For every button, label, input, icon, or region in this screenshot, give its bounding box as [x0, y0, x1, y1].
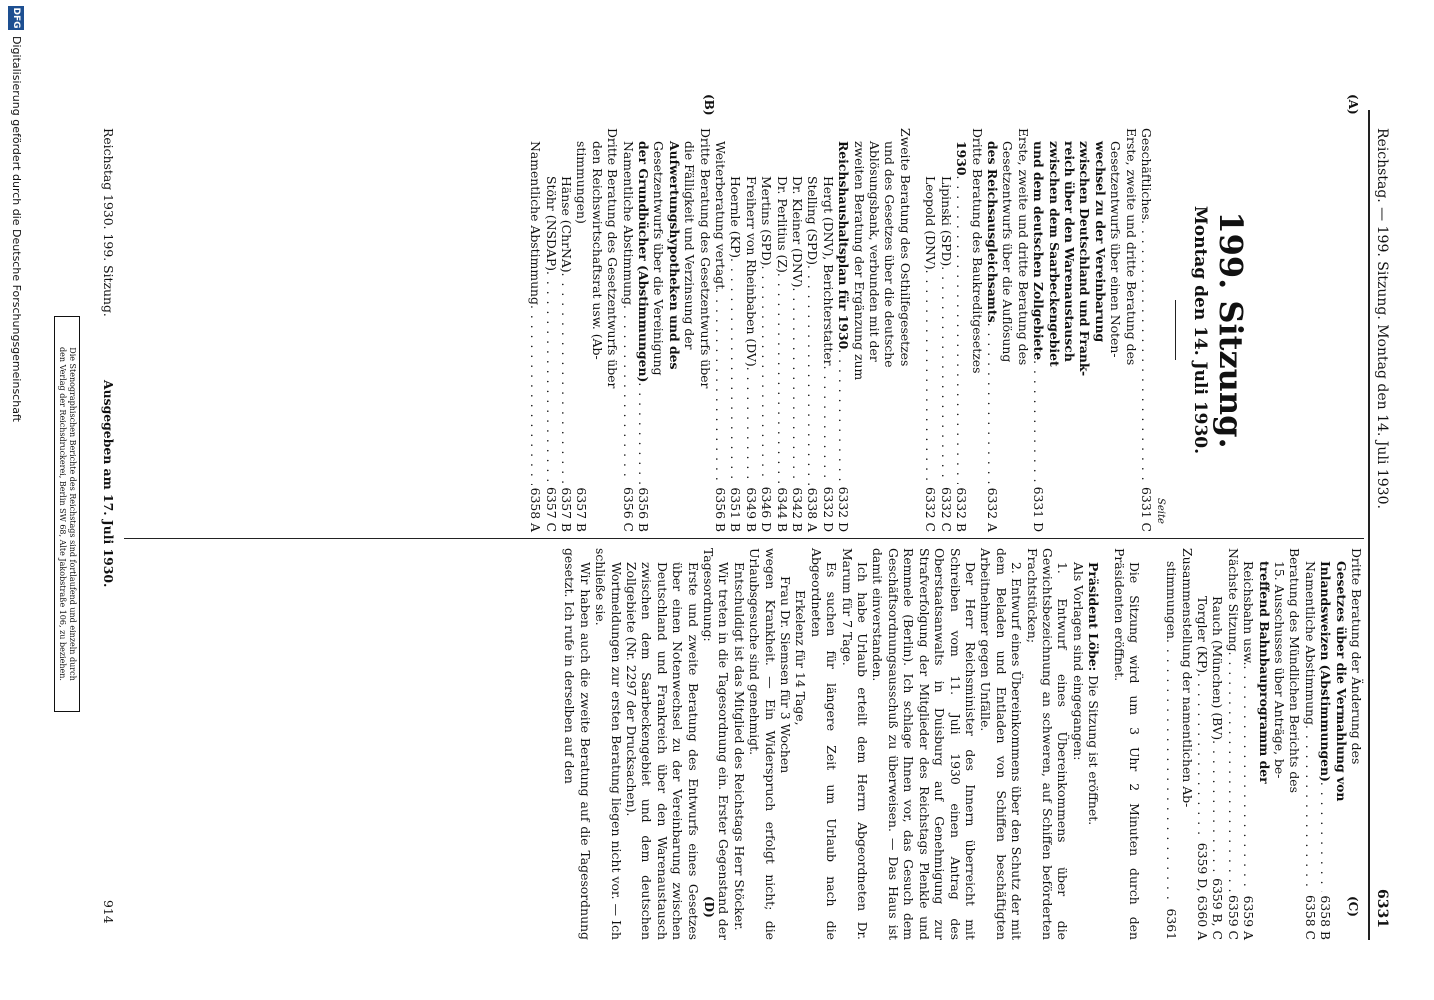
toc-entry	[728, 128, 743, 532]
toc-line: zweiten Beratung der Ergänzung zum	[851, 141, 867, 381]
toc-entry-page: 6346 D	[759, 486, 775, 532]
toc-line: reich über den Warenaustausch	[1061, 141, 1077, 362]
toc-entry-page: 6356 C	[620, 487, 636, 532]
toc-entry-title: Namentliche Abstimmung	[528, 141, 544, 305]
toc-entry-page: 6332 C	[923, 487, 939, 532]
toc-entry-page: 6357 B	[558, 487, 574, 532]
toc-leader-dots	[836, 349, 851, 483]
minister-letter: Der Herr Reichsminister des Innern überreicht mit Schreiben vom 11. Juli 1930 einen Antrag des Oberstaatsanwalts in Duisburg auf Genehmigung zur Strafverfolgung der Mitglieder des Reichstags Plenkle und Remmele (Berlin). Ich schlage Ihnen vor, das Gesuch dem Geschäftsordnungsausschuß zu überweisen. — Das Haus ist damit einverstanden.	[870, 548, 978, 940]
toc-line: treffend Bahnbauprogramm der	[1256, 561, 1272, 784]
toc-entry	[1195, 548, 1210, 940]
toc-entry-title: Rauch (München) (BV)	[1210, 596, 1226, 741]
header-title: Reichstag. — 199. Sitzung. Montag den 14. Juli 1930.	[1374, 128, 1390, 509]
toc-entry-page: 6338 A	[805, 487, 821, 532]
toc-leader-dots	[938, 266, 953, 484]
toc-line: Gesetzentwurfs über die Vereinigung	[651, 141, 667, 376]
toc-spacer	[913, 128, 923, 532]
leave-granted: Ich habe Urlaub erteilt dem Herrn Abgeordneten Dr. Marum für 7 Tage.	[839, 548, 871, 940]
first-reading-note: Wortmeldungen zur ersten Beratung liegen nicht vor. — Ich schließe sie.	[593, 548, 624, 940]
toc-entry-page: 6331 C	[1139, 487, 1154, 532]
toc-leader-dots	[636, 382, 651, 484]
toc-entry	[743, 128, 758, 532]
agenda-intro: Wir treten in die Tagesordnung ein. Erster Gegenstand der Tagesordnung:	[701, 548, 732, 940]
toc-leader-dots	[1318, 782, 1333, 893]
margin-mark-c: (C)	[1346, 896, 1360, 917]
toc-entry	[1318, 548, 1333, 940]
toc-entry	[923, 128, 938, 532]
toc-leader-dots	[728, 258, 743, 484]
toc-leader-dots	[1225, 652, 1240, 892]
toc-entry	[620, 128, 635, 532]
toc-entry-page: 6358 A	[528, 487, 544, 532]
page-title: 199. Sitzung.	[1212, 211, 1250, 449]
toc-entry-title: stimmungen)	[574, 141, 590, 224]
toc-leader-dots	[1139, 220, 1154, 484]
toc-entry	[774, 128, 789, 532]
toc-leader-dots	[759, 266, 774, 484]
toc-entry-title: des Reichsausgleichsamts	[984, 141, 1000, 323]
toc-entry-page: 6332 B	[954, 487, 970, 532]
toc-leader-dots	[805, 265, 820, 485]
second-reading-note: Wir haben auch die zweite Beratung auf die Tagesordnung gesetzt. Ich rufe in derselben auf den	[562, 548, 593, 940]
submission-1: 1. Entwurf eines Übereinkommens über die Gewichtsbezeichnung an schweren, auf Schiffen beförderten Frachtstücken;	[1024, 548, 1071, 940]
toc-entry	[805, 128, 820, 532]
toc-line: Dritte Beratung des Gesetzentwurfs über	[605, 128, 621, 389]
toc-line: 15. Ausschusses über Anträge, be-	[1271, 561, 1287, 779]
toc-line: Zusammenstellung der namentlichen Ab-	[1179, 548, 1195, 808]
toc-leader-dots	[985, 323, 1000, 485]
toc-line: Dritte Beratung des Baukreditgesetzes	[969, 128, 985, 374]
toc-entry-title: Mertins (SPD)	[759, 176, 775, 266]
toc-line: und des Gesetzes über die deutsche	[882, 141, 898, 368]
publisher-stamp	[54, 316, 80, 712]
toc-entry-page: 6358 B	[1318, 895, 1334, 940]
toc-entry-page: 6358 C	[1302, 895, 1318, 940]
toc-line: Gesetzentwurfs über einen Noten-	[1108, 141, 1124, 358]
toc-entry	[1241, 548, 1256, 940]
toc-line: die Fälligkeit und Verzinsung der	[682, 141, 698, 350]
toc-leader-dots	[713, 289, 728, 484]
leave-approved: wegen Krankheit. — Ein Widerspruch erfolgt nicht; die Urlaubsgesuche sind genehmigt.	[747, 548, 778, 940]
agenda-item-1: Erste und zweite Beratung des Entwurfs eines Gesetzes über einen Notenwechsel zu der Vereinbarung zwischen Deutschland und Frankreich über den Warenaustausch zwischen dem Saarbeckengebiet und dem deutschen Zollgebiete (Nr. 2297 der Drucksachen).	[624, 562, 701, 940]
toc-entry-title: Inlandsweizen (Abstimmungen)	[1318, 561, 1334, 782]
table-of-contents-right	[1164, 548, 1364, 940]
toc-line: Dritte Beratung der Änderung des	[1349, 548, 1364, 765]
toc-line: Zweite Beratung des Osthilfegesetzes	[897, 128, 913, 367]
dfg-logo-icon: DFG	[8, 6, 24, 30]
toc-entry-title: Reichshaushaltsplan für 1930	[836, 141, 852, 350]
toc-line: den Reichswirtschaftsrat usw. (Ab-	[589, 141, 605, 360]
column-divider	[124, 538, 1364, 539]
session-date: Montag den 14. Juli 1930.	[1190, 205, 1210, 455]
toc-entry-page: 6357 C	[543, 487, 559, 532]
toc-leader-dots	[528, 305, 543, 485]
toc-leader-dots	[1031, 360, 1046, 483]
digitization-credit	[4, 0, 26, 1000]
toc-entry	[954, 128, 969, 532]
toc-entry	[759, 128, 774, 532]
toc-entry-title: Dr. Perlitius (Z)	[774, 176, 790, 273]
toc-entry-title: Weiterberatung vertagt	[713, 141, 729, 290]
toc-entry-title: Stelling (SPD)	[805, 176, 821, 265]
toc-line: Aufwertungshypotheken und des	[666, 141, 682, 370]
digitization-credit-text: Digitalisierung gefördert durch die Deutsche Forschungsgemeinschaft	[10, 36, 23, 422]
title-rule	[1175, 300, 1176, 360]
toc-entry	[1164, 548, 1179, 940]
toc-entry	[985, 128, 1000, 532]
toc-entry-title: Nächste Sitzung	[1225, 548, 1241, 652]
toc-entry-page: 6332 D	[836, 486, 852, 532]
margin-mark-d: (D)	[702, 896, 716, 918]
toc-entry-page: 6356 B	[636, 487, 651, 532]
stamp-line-1: Die Stenographischen Berichte des Reichstags sind fortlaufend und einzeln durch	[68, 347, 77, 681]
toc-entry-title: 1930	[954, 141, 970, 176]
toc-entry-title: Hoernle (KP)	[728, 176, 744, 258]
toc-entry-page: 6344 B	[774, 487, 790, 532]
toc-entry	[1139, 128, 1154, 532]
toc-entry-page: 6332 D	[820, 486, 836, 532]
toc-entry-page: 6359 A	[1241, 895, 1257, 940]
toc-entry-title: Namentliche Abstimmung	[1302, 561, 1318, 725]
toc-entry	[1031, 128, 1046, 532]
toc-entry	[574, 128, 589, 532]
toc-line: wechsel zu der Vereinbarung	[1092, 141, 1108, 343]
toc-leader-dots	[620, 305, 635, 484]
footer-sheet-number: 914	[101, 900, 116, 924]
toc-leader-dots	[954, 176, 969, 485]
toc-entry-title: Lipinski (SPD)	[938, 176, 954, 267]
toc-entry	[820, 128, 835, 532]
toc-entry	[713, 128, 728, 532]
toc-line: Gesetzes über die Vermahlung von	[1333, 561, 1349, 802]
toc-leader-dots	[774, 273, 789, 485]
margin-mark-a: (A)	[1346, 94, 1360, 115]
toc-leader-dots	[743, 367, 758, 485]
toc-entry-page: 6351 B	[728, 487, 744, 532]
table-of-contents-left	[528, 128, 1154, 532]
header-page-number: 6331	[1374, 889, 1390, 928]
toc-entry-title: und dem deutschen Zollgebiete	[1031, 141, 1047, 361]
margin-mark-b: (B)	[702, 94, 716, 116]
toc-entry-title: Dr. Kleiner (DNV)	[790, 176, 806, 288]
toc-entry	[559, 128, 574, 532]
leave-request-2: Frau Dr. Siemsen für 3 Wochen	[778, 576, 794, 774]
toc-leader-dots	[1241, 666, 1256, 893]
toc-entry-title: Stöhr (NSDAP)	[543, 176, 559, 271]
toc-entry	[790, 128, 805, 532]
toc-entry	[636, 128, 651, 532]
toc-entry-title: stimmungen	[1164, 561, 1180, 640]
opening-note: Die Sitzung wird um 3 Uhr 2 Minuten durch den Präsidenten eröffnet.	[1111, 548, 1142, 940]
toc-line: Ablösungsbank, verbunden mit der	[867, 141, 883, 362]
toc-entry-title: Hergt (DNV), Berichterstatter	[820, 176, 836, 366]
toc-entry-page: 6359 C	[1225, 895, 1241, 940]
toc-entry-page: 6342 B	[790, 487, 806, 532]
toc-entry-page: 6359 D, 6360 A	[1194, 842, 1210, 940]
toc-line: Beratung des Mündlichen Berichts des	[1287, 548, 1303, 793]
toc-leader-dots	[559, 273, 574, 485]
toc-entry	[938, 128, 953, 532]
toc-leader-dots	[543, 271, 558, 484]
speaker-name: Präsident Löbe:	[1086, 562, 1102, 672]
toc-entry	[1210, 548, 1225, 940]
toc-entry-page: 6349 B	[743, 487, 759, 532]
toc-entry	[1302, 548, 1317, 940]
toc-entry	[1225, 548, 1240, 940]
toc-leader-dots	[1195, 673, 1210, 840]
toc-leader-dots	[1302, 725, 1317, 892]
toc-entry-title: Leopold (DNV)	[923, 176, 939, 270]
footer-volume: Reichstag 1930. 199. Sitzung.	[101, 128, 116, 317]
president-opening	[1086, 548, 1101, 940]
toc-entry-title: Torgler (KP)	[1194, 596, 1210, 674]
toc-leader-dots	[820, 366, 835, 484]
toc-line: zwischen dem Saarbeckengebiet	[1046, 141, 1062, 367]
toc-line: Gesetzentwurfs über die Auflösung	[1000, 141, 1016, 363]
toc-entry-title: der Grundbücher (Abstimmungen)	[636, 141, 651, 383]
toc-entry-title: Freiherr von Rheinbaben (DV)	[743, 176, 759, 367]
toc-entry	[836, 128, 851, 532]
toc-entry-title: Geschäftliches	[1139, 128, 1154, 220]
session-protocol	[562, 548, 1142, 940]
seite-label-left: Seite	[1155, 498, 1166, 524]
toc-entry-page: 6359 B, C	[1210, 878, 1226, 940]
toc-line: Erste, zweite und dritte Beratung des	[1123, 128, 1139, 366]
toc-leader-dots	[790, 287, 805, 484]
toc-entry-page: 6332 A	[984, 487, 1000, 532]
leave-requests: Es suchen für längere Zeit um Urlaub nach die Abgeordneten	[808, 548, 840, 940]
toc-leader-dots	[1210, 740, 1225, 875]
toc-line: Erste, zweite und dritte Beratung des	[1015, 128, 1031, 366]
toc-entry-title: Hänse (ChrNA)	[558, 176, 574, 273]
toc-entry	[543, 128, 558, 532]
toc-leader-dots	[574, 224, 589, 485]
toc-line: Dritte Beratung des Gesetzentwurfs über	[697, 128, 713, 389]
header-rule	[1369, 110, 1371, 940]
submissions-intro: Als Vorlagen sind eingegangen:	[1070, 562, 1086, 761]
toc-entry-page: 6332 C	[938, 487, 954, 532]
submission-2: 2. Entwurf eines Übereinkommens über den Schutz der mit dem Beladen und Entladen von Schiffen beschäftigten Arbeitnehmer gegen Unfälle.	[978, 548, 1025, 940]
speaker-text: Die Sitzung ist eröffnet.	[1086, 671, 1102, 826]
leave-request-1: Erkelenz für 14 Tage,	[793, 590, 809, 726]
toc-entry-page: 6331 D	[1031, 486, 1047, 532]
toc-entry-title: Namentliche Abstimmung	[620, 141, 636, 305]
excused-member: Entschuldigt ist das Mitglied des Reichstags Herr Stöcker.	[731, 562, 747, 931]
toc-entry-page: 6357 B	[574, 487, 590, 532]
toc-entry	[528, 128, 543, 532]
toc-leader-dots	[923, 270, 938, 484]
stamp-line-2: den Verlag der Reichsdruckerei, Berlin SW 68, Alte Jakobstraße 106, zu beziehen.	[58, 347, 67, 681]
toc-leader-dots	[1164, 639, 1179, 905]
toc-line: zwischen Deutschland und Frank-	[1077, 141, 1093, 377]
toc-entry-page: 6356 B	[713, 487, 729, 532]
footer-issue-date: Ausgegeben am 17. Juli 1930.	[101, 380, 116, 588]
toc-entry-title: Reichsbahn usw.	[1241, 561, 1257, 666]
toc-entry-page: 6361	[1164, 908, 1180, 940]
